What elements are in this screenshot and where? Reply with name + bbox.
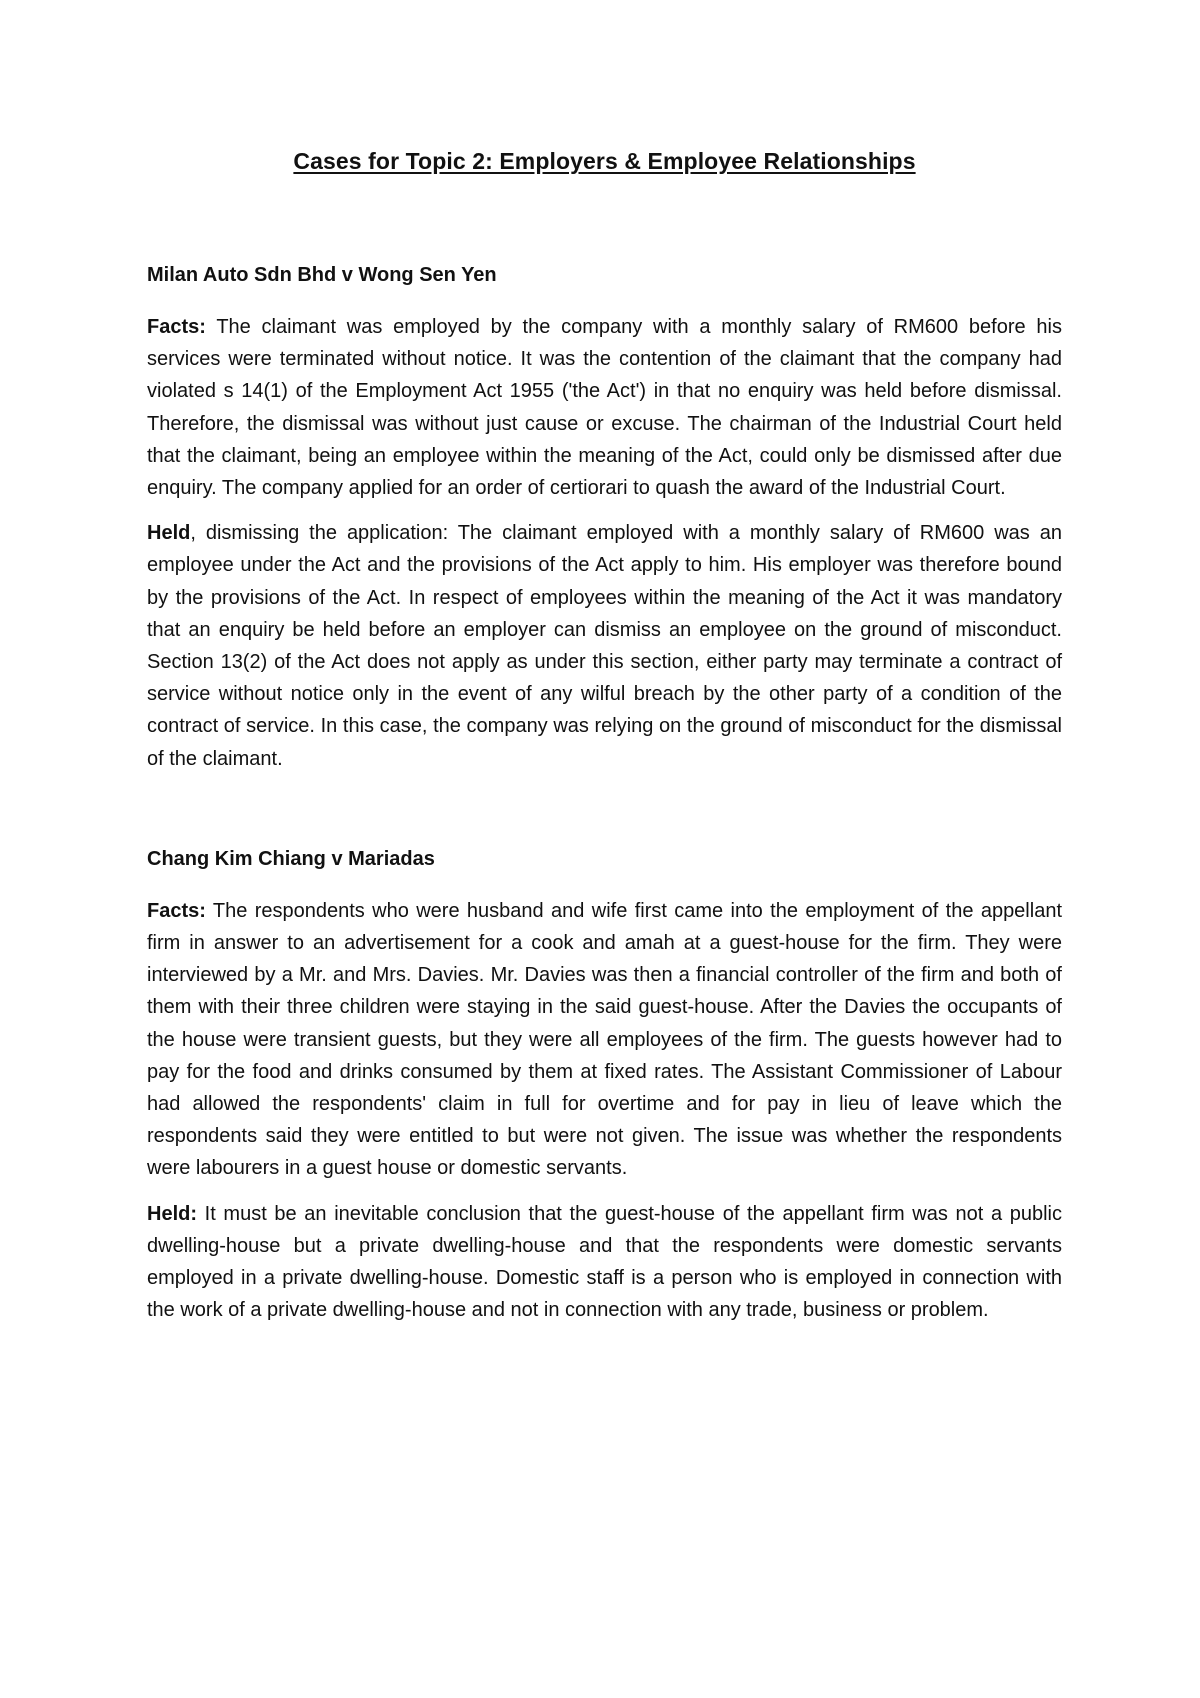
case-name: Milan Auto Sdn Bhd v Wong Sen Yen — [147, 264, 497, 286]
held-paragraph — [147, 1198, 1062, 1327]
held-text: , dismissing the application: The claimant employed with a monthly salary of RM600 was an employee under the Act and the provisions of the Act apply to him. His employer was therefore bound by the provisions of the Act. In respect of employees within the meaning of the Act it was mandatory that an enquiry be held before an employer can dismiss an employee on the ground of misconduct. Section 13(2) of the Act does not apply as under this section, either party may terminate a contract of service without notice only in the event of any wilful breach by the other party of a condition of the contract of service. In this case, the company was relying on the ground of misconduct for the dismissal of the claimant. — [147, 522, 1062, 770]
case-chang-kim-chiang — [147, 845, 1062, 1327]
held-paragraph — [147, 517, 1062, 775]
facts-label: Facts: — [147, 316, 206, 338]
facts-label: Facts: — [147, 899, 206, 922]
facts-paragraph — [147, 895, 1062, 1185]
facts-text: The respondents who were husband and wife first came into the employment of the appellant firm in answer to an advertisement for a cook and amah at a guest-house for the firm. They were interviewed by a Mr. and Mrs. Davies. Mr. Davies was then a financial controller of the firm and both of them with their three children were staying in the said guest-house. After the Davies the occupants of the house were transient guests, but they were all employees of the firm. The guests however had to pay for the food and drinks consumed by them at fixed rates. The Assistant Commissioner of Labour had allowed the respondents' claim in full for overtime and for pay in lieu of leave which the respondents said they were entitled to but were not given. The issue was whether the respondents were labourers in a guest house or domestic servants. — [147, 899, 1062, 1180]
document-title: Cases for Topic 2: Employers & Employee Relationships — [293, 148, 916, 174]
held-label: Held — [147, 522, 191, 545]
facts-text: The claimant was employed by the company with a monthly salary of RM600 before his services were terminated without notice. It was the contention of the claimant that the company had violated s 14(1) of the Employment Act 1955 ('the Act') in that no enquiry was held before dismissal. Therefore, the dismissal was without just cause or excuse. The chairman of the Industrial Court held that the claimant, being an employee within the meaning of the Act, could only be dismissed after due enquiry. The company applied for an order of certiorari to quash the award of the Industrial Court. — [147, 316, 1062, 500]
facts-paragraph — [147, 311, 1062, 504]
case-name: Chang Kim Chiang v Mariadas — [147, 847, 435, 870]
held-label: Held: — [147, 1202, 197, 1225]
case-milan-auto — [147, 261, 1062, 775]
held-text: It must be an inevitable conclusion that the guest-house of the appellant firm was not a public dwelling-house but a private dwelling-house and that the respondents were domestic servants employed in a private dwelling-house. Domestic staff is a person who is employed in connection with the work of a private dwelling-house and not in connection with any trade, business or problem. — [147, 1202, 1062, 1322]
